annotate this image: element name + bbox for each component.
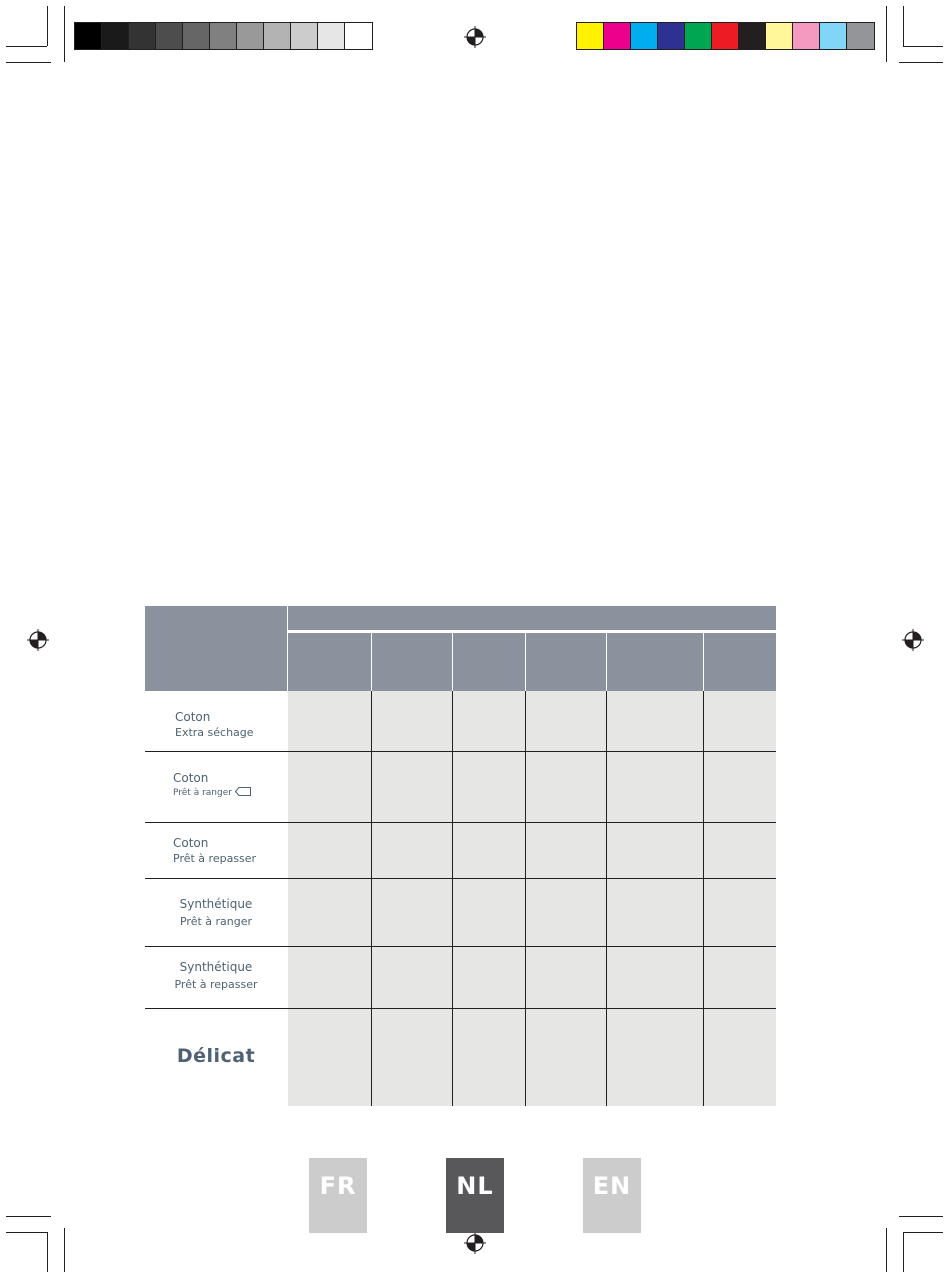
registration-mark-icon — [27, 629, 49, 651]
table-row-label — [145, 960, 287, 992]
crop-mark — [899, 62, 943, 63]
color-swatch — [604, 23, 631, 49]
gray-swatch — [345, 23, 372, 49]
crop-mark — [903, 1232, 943, 1233]
program-name: Synthétique — [179, 897, 253, 911]
crop-mark — [899, 1216, 943, 1217]
process-color-bar — [576, 22, 875, 50]
color-swatch — [847, 23, 874, 49]
divider — [452, 691, 453, 1106]
gray-color-bar — [74, 22, 373, 50]
program-option: Prêt à repasser — [174, 978, 258, 991]
color-swatch — [658, 23, 685, 49]
gray-swatch — [291, 23, 318, 49]
crop-mark — [886, 1228, 887, 1272]
color-swatch — [685, 23, 712, 49]
color-swatch — [631, 23, 658, 49]
divider — [452, 633, 453, 691]
divider — [606, 691, 607, 1106]
divider — [288, 630, 776, 631]
color-swatch — [793, 23, 820, 49]
divider — [703, 633, 704, 691]
gray-swatch — [75, 23, 102, 49]
crop-mark — [64, 6, 65, 62]
program-option — [145, 786, 287, 801]
program-name: Coton — [173, 836, 209, 850]
program-option: Prêt à repasser — [173, 852, 257, 865]
crop-mark — [64, 1228, 65, 1272]
divider — [606, 633, 607, 691]
language-tab-en[interactable]: EN — [583, 1158, 641, 1233]
gray-swatch — [237, 23, 264, 49]
program-option: Prêt à ranger — [179, 915, 253, 928]
divider — [145, 822, 776, 823]
divider — [287, 606, 288, 691]
crop-mark — [6, 46, 47, 47]
program-name: Coton — [175, 710, 211, 724]
table-row-label — [145, 897, 287, 929]
color-swatch — [577, 23, 604, 49]
program-name: Délicat — [176, 1045, 256, 1067]
table-row-label — [145, 836, 287, 866]
gray-swatch — [102, 23, 129, 49]
gray-swatch — [129, 23, 156, 49]
divider — [703, 691, 704, 1106]
crop-mark — [47, 6, 48, 46]
registration-mark-icon — [464, 1232, 486, 1254]
registration-mark-icon — [464, 26, 486, 48]
color-swatch — [712, 23, 739, 49]
divider — [145, 878, 776, 879]
crop-mark — [903, 6, 904, 46]
divider — [525, 691, 526, 1106]
tag-icon — [235, 787, 251, 796]
divider — [145, 751, 776, 752]
divider — [145, 1008, 776, 1009]
divider — [371, 691, 372, 1106]
registration-mark-icon — [902, 629, 924, 651]
gray-swatch — [183, 23, 210, 49]
table-header-corner — [145, 606, 287, 691]
language-tab-fr[interactable]: FR — [309, 1158, 367, 1233]
gray-swatch — [210, 23, 237, 49]
gray-swatch — [318, 23, 345, 49]
gray-swatch — [264, 23, 291, 49]
table-row-label — [145, 1044, 287, 1068]
crop-mark — [903, 1232, 904, 1272]
color-swatch — [766, 23, 793, 49]
program-option-text: Prêt à ranger — [173, 788, 232, 798]
divider — [525, 633, 526, 691]
program-name: Synthétique — [179, 960, 253, 974]
table-row-label — [145, 710, 287, 740]
color-swatch — [739, 23, 766, 49]
crop-mark — [886, 6, 887, 62]
divider — [145, 946, 776, 947]
crop-mark — [47, 1232, 48, 1272]
crop-mark — [903, 46, 943, 47]
program-option: Extra séchage — [175, 726, 254, 739]
crop-mark — [6, 1232, 47, 1233]
divider — [371, 633, 372, 691]
table-row-label — [145, 771, 287, 801]
crop-mark — [6, 62, 51, 63]
color-swatch — [820, 23, 847, 49]
table-header-span — [288, 606, 776, 630]
crop-mark — [6, 1216, 51, 1217]
gray-swatch — [156, 23, 183, 49]
language-tab-nl[interactable]: NL — [446, 1158, 504, 1233]
program-name: Coton — [173, 771, 209, 785]
